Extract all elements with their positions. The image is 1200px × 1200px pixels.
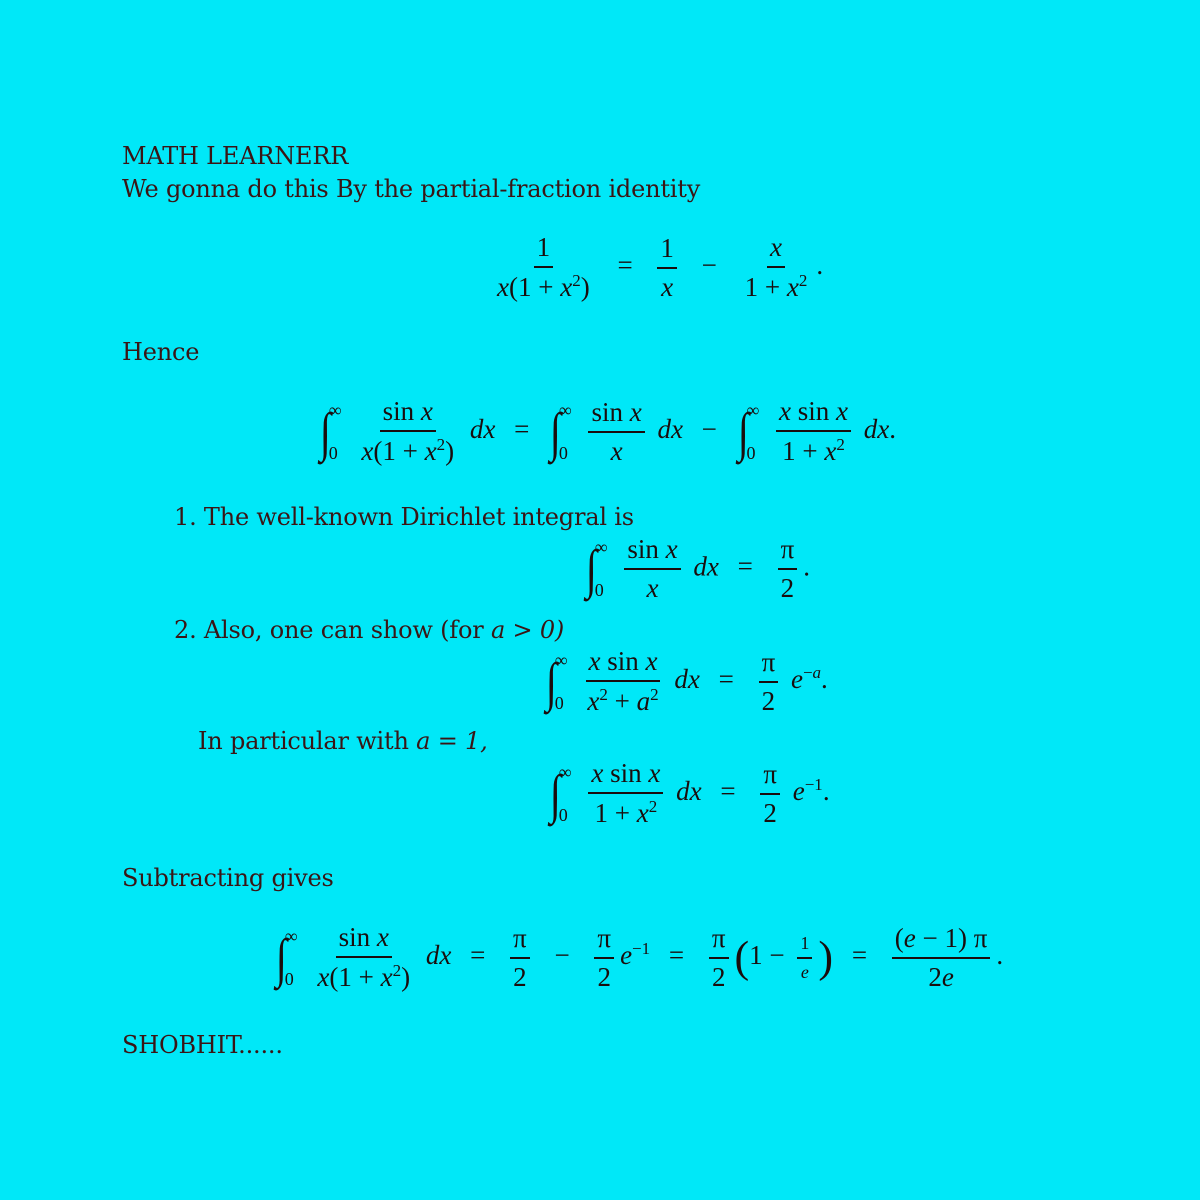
intro-text: We gonna do this By the partial-fraction identity <box>122 175 701 203</box>
particular-text <box>198 727 488 755</box>
item-1-text: 1. The well-known Dirichlet integral is <box>174 503 634 531</box>
equation-dirichlet: ∫ ∞ 0 $\frac{\text{sin x}}{x}$ dx = $\frac{\pi}{2}$ . <box>585 534 810 604</box>
signature: SHOBHIT...... <box>122 1031 283 1059</box>
subtracting-text: Subtracting gives <box>122 864 334 892</box>
page-title: MATH LEARNERR <box>122 142 349 170</box>
equation-split-integral: ∫ ∞ 0 $\frac{\text{sin x}}{x(1 + x^2)}$ dx = ∫ ∞ 0 $\frac{\text{sin x}}{x}$ dx − ∫ ∞ 0 $\frac{\text{x sin x}}{1 + x^2}$ dx. <box>319 396 897 467</box>
item-2-text <box>174 616 564 644</box>
hence-text: Hence <box>122 338 200 366</box>
equation-a-equals-1: ∫ ∞ 0 $\frac{\text{x sin x}}{1 + x^2}$ dx = $\frac{\pi}{2}$ $e^{-1}$. <box>549 758 830 829</box>
item-2-prefix: 2. Also, one can show (for <box>174 616 491 644</box>
particular-condition: a = 1, <box>416 727 488 755</box>
item-2-condition: a > 0) <box>490 616 565 644</box>
equation-final-result: ∫ ∞ 0 $\frac{\text{sin x}}{x(1 + x^2)}$ dx = $\frac{\pi}{2}$ − $\frac{\pi}{2}$ $e^{-1}$ = $\frac{\pi}{2}$ (1 − $\frac{1}{e}$ ) = $\frac{(e - 1) \pi}{2e}$ . <box>275 922 1004 993</box>
equation-general-a: ∫ ∞ 0 $\frac{\text{x sin x}}{x^2 + a^2}$ dx = $\frac{\pi}{2}$ $e^{-a}$. <box>545 646 828 717</box>
equation-partial-fraction: $\frac{1}{x(1 + x^2)}$ = $\frac{1}{x}$ − $\frac{x}{1 + x^2}$ . <box>497 232 824 303</box>
particular-prefix: In particular with <box>198 727 417 755</box>
